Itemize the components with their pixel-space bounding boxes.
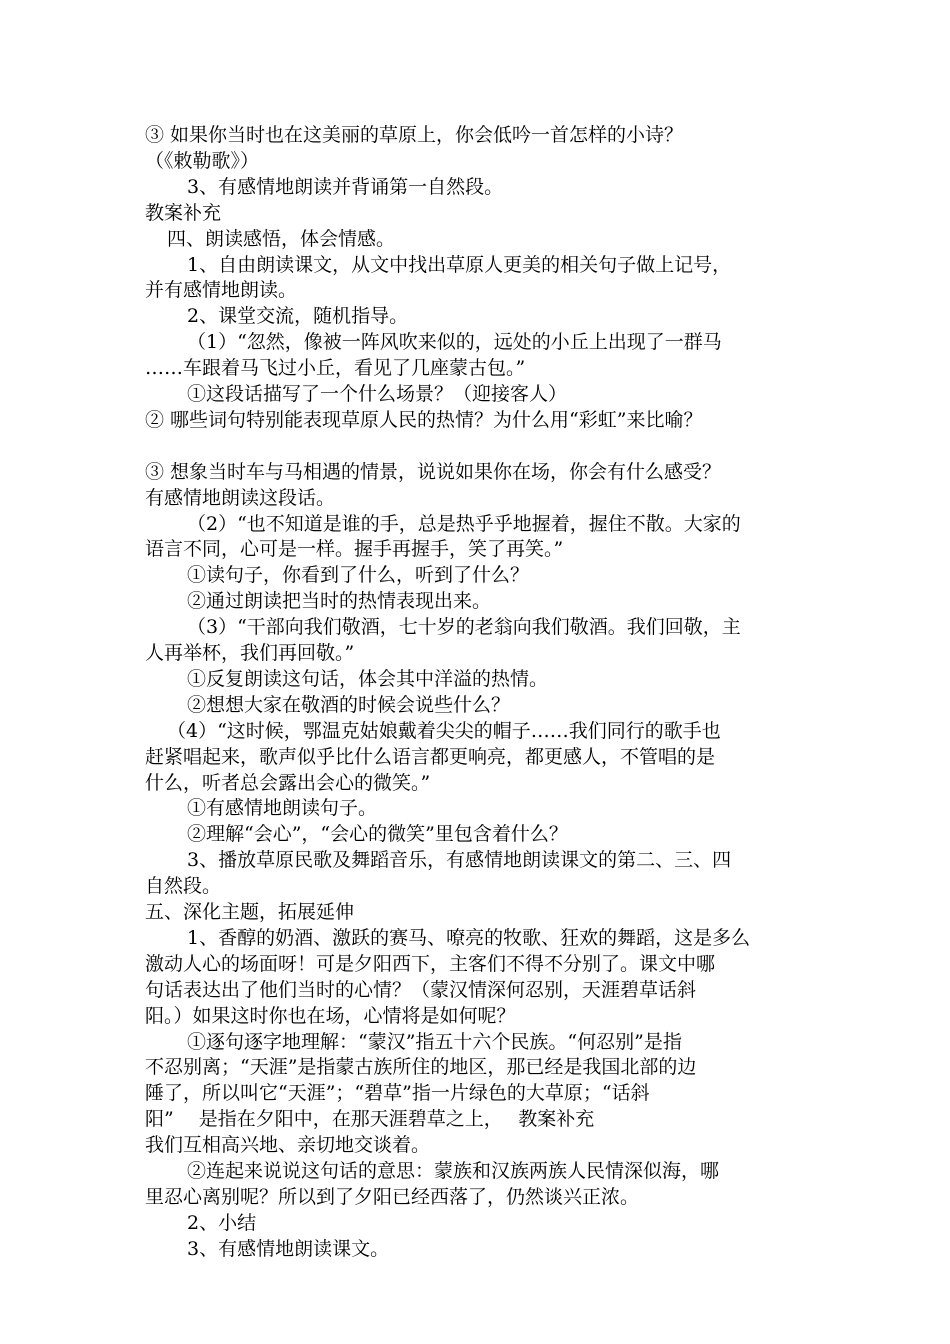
text-line: ③ 想象当时车与马相遇的情景，说说如果你在场，你会有什么感受？ xyxy=(145,460,722,483)
text-line: 里忍心离别呢？所以到了夕阳已经西落了，仍然谈兴正浓。 xyxy=(145,1185,640,1208)
text-line: ② 哪些词句特别能表现草原人民的热情？为什么用“彩虹”来比喻？ xyxy=(145,408,703,431)
text-line: ③ 如果你当时也在这美丽的草原上，你会低吟一首怎样的小诗？ xyxy=(145,124,684,146)
text-line: （1）“忽然，像被一阵风吹来似的，远处的小丘上出现了一群马 xyxy=(187,331,722,354)
text-line: 并有感情地朗读。 xyxy=(145,279,298,302)
text-line: 教案补充 xyxy=(145,201,222,224)
text-line: 2、小结 xyxy=(187,1211,257,1234)
text-line: 激动人心的场面呀！可是夕阳西下，主客们不得不分别了。课文中哪 xyxy=(145,952,716,975)
text-line: 1、自由朗读课文，从文中找出草原人更美的相关句子做上记号， xyxy=(187,253,732,276)
text-line: 不忍别离；“天涯”是指蒙古族所住的地区，那已经是我国北部的边 xyxy=(145,1056,697,1079)
text-line: ……车跟着马飞过小丘，看见了几座蒙古包。” xyxy=(145,357,526,380)
text-line: 句话表达出了他们当时的心情？（蒙汉情深何忍别，天涯碧草话斜 xyxy=(145,978,697,1001)
text-line: （4）“这时候，鄂温克姑娘戴着尖尖的帽子……我们同行的歌手也 xyxy=(167,719,721,742)
text-line: 阳” 是指在夕阳中，在那天涯碧草之上， 教案补充 xyxy=(145,1108,595,1131)
text-line: ①逐句逐字地理解：“蒙汉”指五十六个民族。“何忍别”是指 xyxy=(187,1030,682,1053)
text-line: 陲了，所以叫它“天涯”；“碧草”指一片绿色的大草原；“话斜 xyxy=(145,1082,650,1105)
text-line: ②连起来说说这句话的意思：蒙族和汉族两族人民情深似海，哪 xyxy=(187,1160,720,1182)
text-line: 五、深化主题，拓展延伸 xyxy=(145,901,355,923)
text-line: ①有感情地朗读句子。 xyxy=(187,797,378,820)
text-line: 自然段。 xyxy=(145,875,222,898)
text-line: 什么，听者总会露出会心的微笑。” xyxy=(145,771,431,794)
text-line: 3、有感情地朗读并背诵第一自然段。 xyxy=(187,175,504,198)
text-line: ①这段话描写了一个什么场景？（迎接客人） xyxy=(187,383,568,405)
text-line: （3）“干部向我们敬酒，七十岁的老翁向我们敬酒。我们回敬，主 xyxy=(187,616,741,639)
text-line: 3、有感情地朗读课文。 xyxy=(187,1237,390,1260)
text-line: 我们互相高兴地、亲切地交谈着。 xyxy=(145,1134,431,1157)
text-line: 人再举杯，我们再回敬。” xyxy=(145,642,355,664)
text-line: 四、朗读感悟，体会情感。 xyxy=(167,227,396,250)
text-line: ①反复朗读这句话，体会其中洋溢的热情。 xyxy=(187,667,549,690)
text-line: （2）“也不知道是谁的手，总是热乎乎地握着，握住不散。大家的 xyxy=(187,512,741,535)
text-line: 2、课堂交流，随机指导。 xyxy=(187,305,409,328)
text-line: ①读句子，你看到了什么，听到了什么？ xyxy=(187,564,530,587)
text-line: ②想想大家在敬酒的时候会说些什么？ xyxy=(187,693,511,716)
text-line: ②理解“会心”，“会心的微笑”里包含着什么？ xyxy=(187,823,568,846)
text-line: 阳。）如果这时你也在场，心情将是如何呢？ xyxy=(145,1004,516,1027)
text-line: （《敕勒歌》） xyxy=(145,149,260,172)
text-line: ②通过朗读把当时的热情表现出来。 xyxy=(187,590,492,613)
text-line: 有感情地朗读这段话。 xyxy=(145,486,336,509)
text-line: 语言不同，心可是一样。握手再握手，笑了再笑。” xyxy=(145,538,564,561)
text-line: 1、香醇的奶酒、激跃的赛马、嘹亮的牧歌、狂欢的舞蹈，这是多么 xyxy=(187,926,751,949)
text-line: 3、播放草原民歌及舞蹈音乐，有感情地朗读课文的第二、三、四 xyxy=(187,849,732,872)
text-line: 赶紧唱起来，歌声似乎比什么语言都更响亮，都更感人，不管唱的是 xyxy=(145,745,716,768)
